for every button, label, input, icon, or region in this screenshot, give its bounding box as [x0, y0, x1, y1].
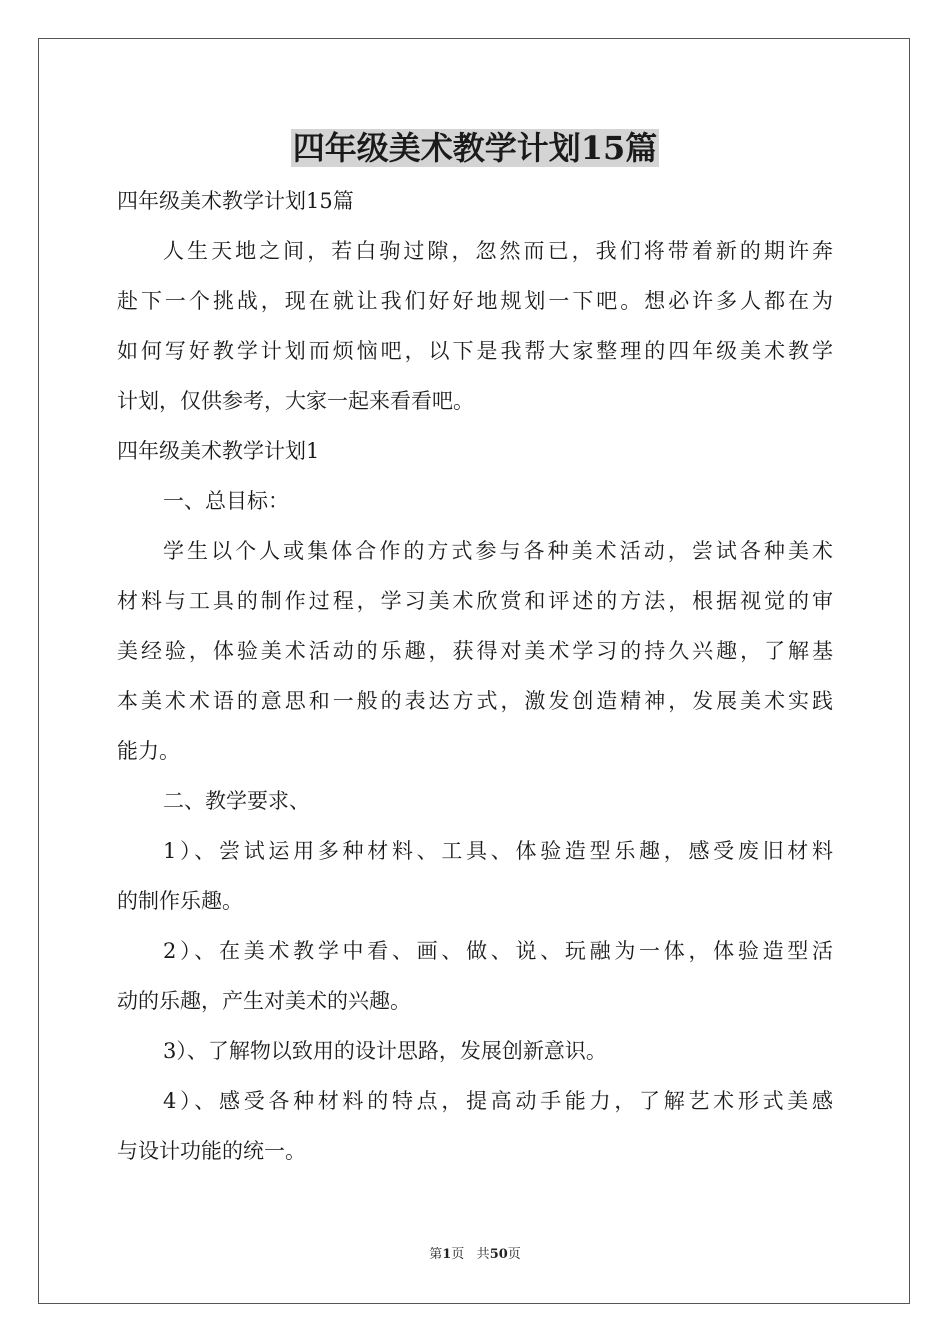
subtitle-line: 四年级美术教学计划15篇: [117, 189, 354, 213]
list-item-line: 2）、在美术教学中看、画、做、说、玩融为一体，体验造型活: [163, 939, 833, 963]
list-item-line: 的制作乐趣。: [117, 889, 243, 913]
section-heading: 四年级美术教学计划1: [117, 439, 320, 463]
subsection-heading: 一、总目标：: [163, 489, 289, 513]
document-title-text: 四年级美术教学计划15篇: [292, 129, 658, 167]
paragraph-line: 计划，仅供参考，大家一起来看看吧。: [117, 389, 474, 413]
list-item-line: 4）、感受各种材料的特点，提高动手能力，了解艺术形式美感: [163, 1089, 833, 1113]
list-item-line: 与设计功能的统一。: [117, 1139, 306, 1163]
document-body: [117, 176, 833, 1176]
paragraph-line: 如何写好教学计划而烦恼吧，以下是我帮大家整理的四年级美术教学: [117, 339, 833, 363]
paragraph-line: 材料与工具的制作过程，学习美术欣赏和评述的方法，根据视觉的审: [117, 589, 833, 613]
paragraph-line: 能力。: [117, 739, 180, 763]
page-suffix: 页: [451, 1247, 465, 1262]
list-item-line: 1）、尝试运用多种材料、工具、体验造型乐趣，感受废旧材料: [163, 839, 833, 863]
paragraph-line: 本美术术语的意思和一般的表达方式，激发创造精神，发展美术实践: [117, 689, 833, 713]
page-footer: [0, 1246, 950, 1264]
paragraph-line: 赴下一个挑战，现在就让我们好好地规划一下吧。想必许多人都在为: [117, 289, 833, 313]
page-number: 1: [442, 1247, 452, 1262]
page-prefix: 第: [429, 1247, 443, 1262]
paragraph-line: 学生以个人或集体合作的方式参与各种美术活动，尝试各种美术: [163, 539, 833, 563]
list-item-line: 3）、了解物以致用的设计思路，发展创新意识。: [163, 1039, 607, 1063]
paragraph-line: 美经验，体验美术活动的乐趣，获得对美术学习的持久兴趣，了解基: [117, 639, 833, 663]
document-title: [0, 124, 950, 172]
subsection-heading: 二、教学要求、: [163, 789, 310, 813]
paragraph-line: 人生天地之间，若白驹过隙，忽然而已，我们将带着新的期许奔: [163, 239, 833, 263]
total-prefix: 共: [476, 1247, 490, 1262]
total-suffix: 页: [507, 1247, 521, 1262]
list-item-line: 动的乐趣，产生对美术的兴趣。: [117, 989, 411, 1013]
total-pages: 50: [489, 1247, 508, 1262]
